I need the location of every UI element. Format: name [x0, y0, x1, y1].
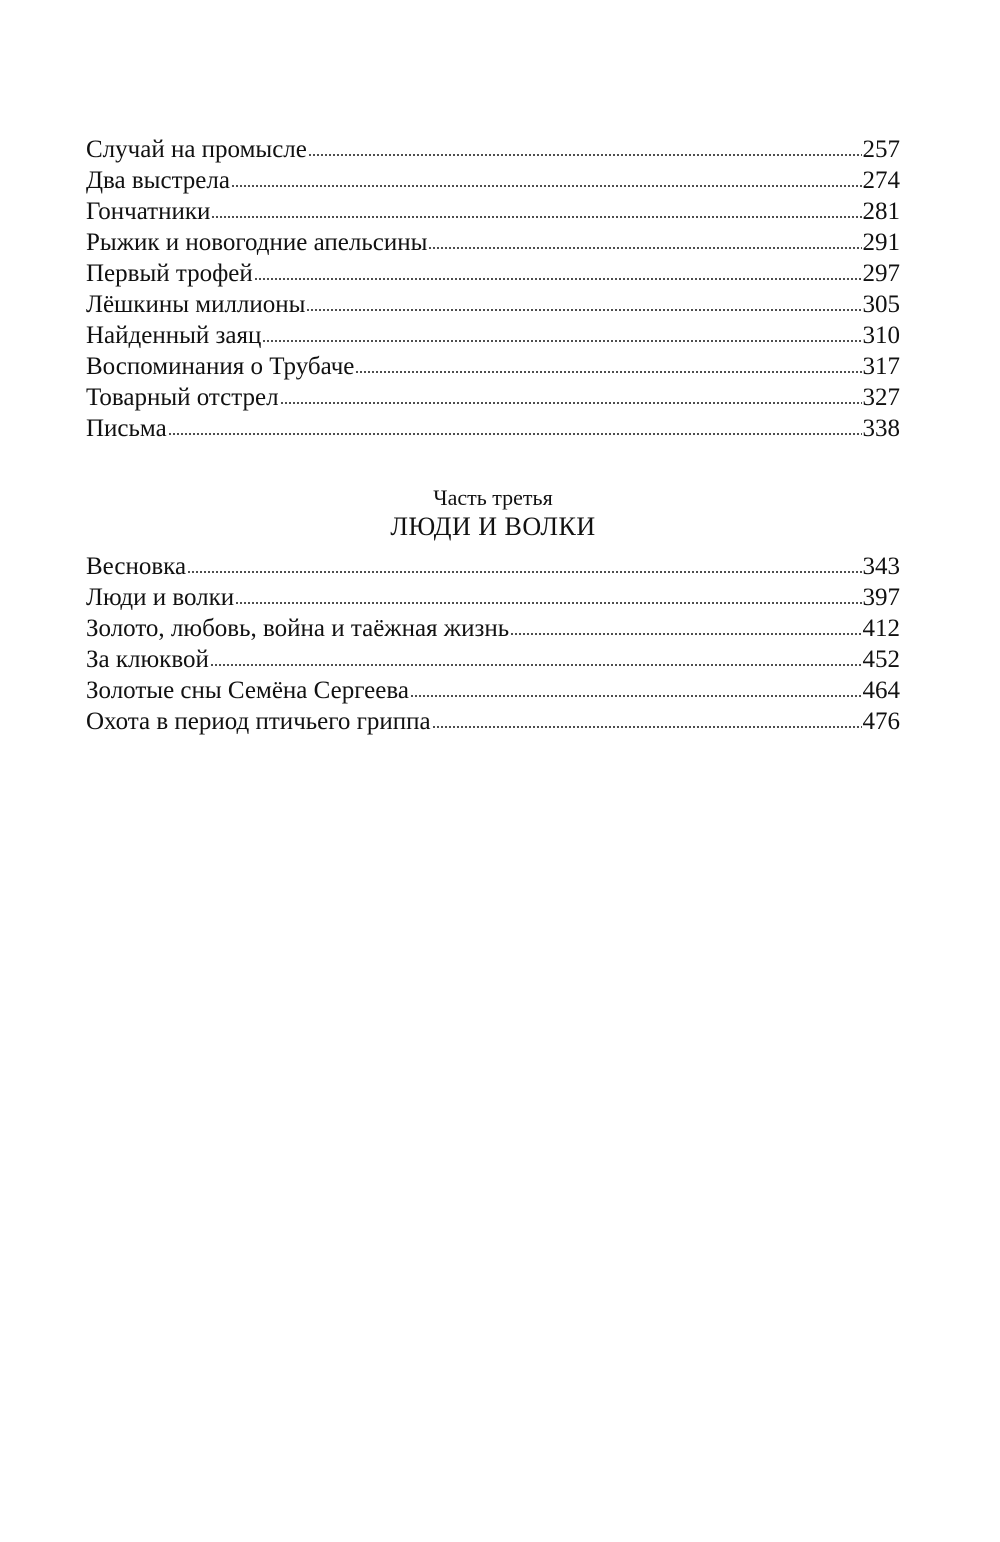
toc-entry-page: 297 [862, 260, 900, 287]
toc-leader-dots [306, 309, 861, 311]
toc-entry-title: Золотые сны Семёна Сергеева [86, 677, 409, 704]
toc-entry-page: 305 [862, 291, 900, 318]
toc-entry-title: Воспоминания о Трубаче [86, 353, 355, 380]
toc-entry-page: 452 [862, 646, 900, 673]
toc-entry[interactable] [86, 382, 900, 413]
part-three-label: Часть третья [433, 485, 553, 510]
toc-entry[interactable] [86, 551, 900, 582]
toc-entry-title: Случай на промысле [86, 136, 307, 163]
toc-leader-dots [432, 726, 862, 728]
toc-entry[interactable] [86, 644, 900, 675]
toc-entry[interactable] [86, 613, 900, 644]
toc-entry-title: За клюквой [86, 646, 209, 673]
toc-entry[interactable] [86, 165, 900, 196]
toc-list-part-three [86, 551, 900, 737]
toc-entry-title: Товарный отстрел [86, 384, 279, 411]
toc-entry-page: 412 [862, 615, 900, 642]
toc-entry[interactable] [86, 413, 900, 444]
toc-leader-dots [410, 695, 862, 697]
toc-entry-page: 327 [862, 384, 900, 411]
toc-entry-page: 476 [862, 708, 900, 735]
toc-leader-dots [308, 154, 862, 156]
toc-entry[interactable] [86, 320, 900, 351]
toc-entry-page: 291 [862, 229, 900, 256]
part-three-title: ЛЮДИ И ВОЛКИ [390, 512, 596, 541]
toc-entry-title: Люди и волки [86, 584, 235, 611]
toc-entry[interactable] [86, 196, 900, 227]
toc-leader-dots [510, 633, 861, 635]
toc-leader-dots [280, 402, 862, 404]
toc-leader-dots [262, 340, 861, 342]
toc-leader-dots [254, 278, 862, 280]
toc-entry-page: 257 [862, 136, 900, 163]
toc-leader-dots [231, 185, 862, 187]
toc-entry[interactable] [86, 582, 900, 613]
toc-entry-page: 310 [862, 322, 900, 349]
toc-leader-dots [428, 247, 861, 249]
toc-entry-page: 343 [862, 553, 900, 580]
toc-entry-title: Два выстрела [86, 167, 230, 194]
toc-entry-title: Золото, любовь, война и таёжная жизнь [86, 615, 510, 642]
toc-leader-dots [210, 664, 862, 666]
toc-list-part-two [86, 134, 900, 444]
toc-entry-title: Охота в период птичьего гриппа [86, 708, 431, 735]
toc-entry[interactable] [86, 134, 900, 165]
toc-entry-page: 317 [862, 353, 900, 380]
toc-leader-dots [355, 371, 861, 373]
toc-entry-title: Весновка [86, 553, 187, 580]
toc-entry-title: Рыжик и новогодние апельсины [86, 229, 428, 256]
toc-entry-page: 274 [862, 167, 900, 194]
toc-entry-page: 464 [862, 677, 900, 704]
toc-entry-title: Лёшкины миллионы [86, 291, 306, 318]
toc-leader-dots [168, 433, 862, 435]
toc-leader-dots [235, 602, 861, 604]
toc-leader-dots [211, 216, 861, 218]
toc-entry-title: Письма [86, 415, 167, 442]
toc-entry[interactable] [86, 675, 900, 706]
toc-entry-page: 338 [862, 415, 900, 442]
toc-entry-page: 281 [862, 198, 900, 225]
toc-entry-page: 397 [862, 584, 900, 611]
toc-entry[interactable] [86, 227, 900, 258]
toc-entry-title: Найденный заяц [86, 322, 262, 349]
toc-entry-title: Гончатники [86, 198, 211, 225]
toc-leader-dots [187, 571, 861, 573]
toc-entry[interactable] [86, 289, 900, 320]
toc-entry[interactable] [86, 258, 900, 289]
toc-entry[interactable] [86, 706, 900, 737]
toc-entry[interactable] [86, 351, 900, 382]
toc-entry-title: Первый трофей [86, 260, 253, 287]
